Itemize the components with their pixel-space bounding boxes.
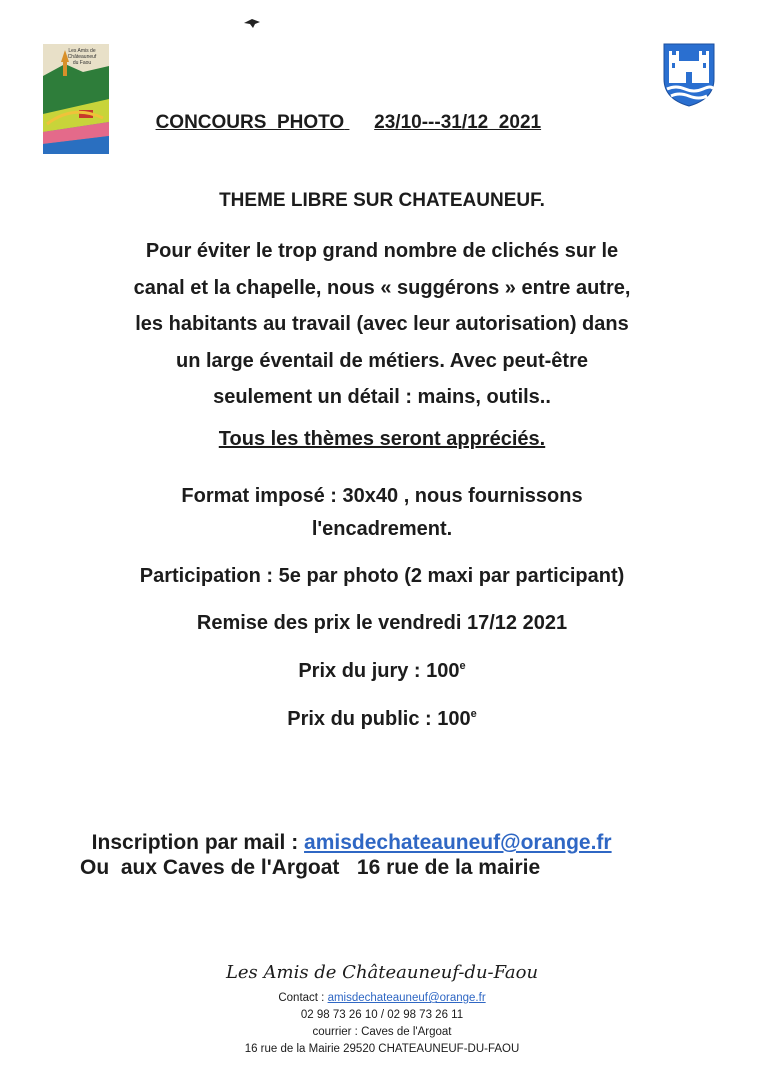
paragraph-line: les habitants au travail (avec leur autorisation) dans [135,313,629,335]
participation-info: Participation : 5e par photo (2 maxi par participant) [139,565,625,587]
castle-coat-of-arms-icon [663,43,715,107]
paragraph-line: canal et la chapelle, nous « suggérons » entre autre, [133,276,631,299]
public-prize: Prix du public : 100e [287,708,477,730]
format-info [0,480,764,546]
footer-contact: Contact : amisdechateauneuf@orange.fr 02 98 73 26 10 / 02 98 73 26 11 courrier : Caves de l'Argoat 16 rue de la Mairie 29520 CHATEAUNEUF-DU-FAOU [0,990,764,1058]
logo-text-line: Châteauneuf [67,54,97,60]
jury-prize: Prix du jury : 100e [298,660,466,682]
footer-email-link[interactable]: amisdechateauneuf@orange.fr [327,992,486,1004]
registration-mail [80,807,612,855]
mail-label: Inscription par mail : [91,831,305,854]
association-logo [43,44,109,154]
format-line: Format imposé : 30x40 , nous fournissons [181,485,583,507]
paragraph-line: un large éventail de métiers. Avec peut-être [175,349,588,372]
paragraph-line: Pour éviter le trop grand nombre de clichés sur le [145,240,619,262]
contest-title: CONCOURS PHOTO [155,112,345,133]
paragraph-line: seulement un détail : mains, outils.. [213,386,551,408]
registration-address: Ou aux Caves de l'Argoat 16 rue de la mairie [80,856,541,879]
registration-email-link[interactable]: amisdechateauneuf@orange.fr [304,831,612,854]
all-themes-note: Tous les thèmes seront appréciés. [218,428,546,450]
description-paragraph [0,233,764,416]
award-date: Remise des prix le vendredi 17/12 2021 [196,612,568,634]
format-line: l'encadrement. [311,518,453,540]
logo-text-line: Les Amis de [68,48,96,54]
scan-mark [243,16,261,28]
footer-courier: courrier : Caves de l'Argoat [312,1026,452,1038]
logo-text-line: du Faou [72,60,92,66]
footer-org-name: Les Amis de Châteauneuf-du-Faou [225,962,539,983]
theme-heading: THEME LIBRE SUR CHATEAUNEUF. [219,190,545,211]
footer-address: 16 rue de la Mairie 29520 CHATEAUNEUF-DU-FAOU [244,1043,520,1055]
footer-phones: 02 98 73 26 10 / 02 98 73 26 11 [300,1009,464,1021]
page-title [145,90,541,134]
contest-dates: 23/10---31/12 2021 [374,112,542,133]
